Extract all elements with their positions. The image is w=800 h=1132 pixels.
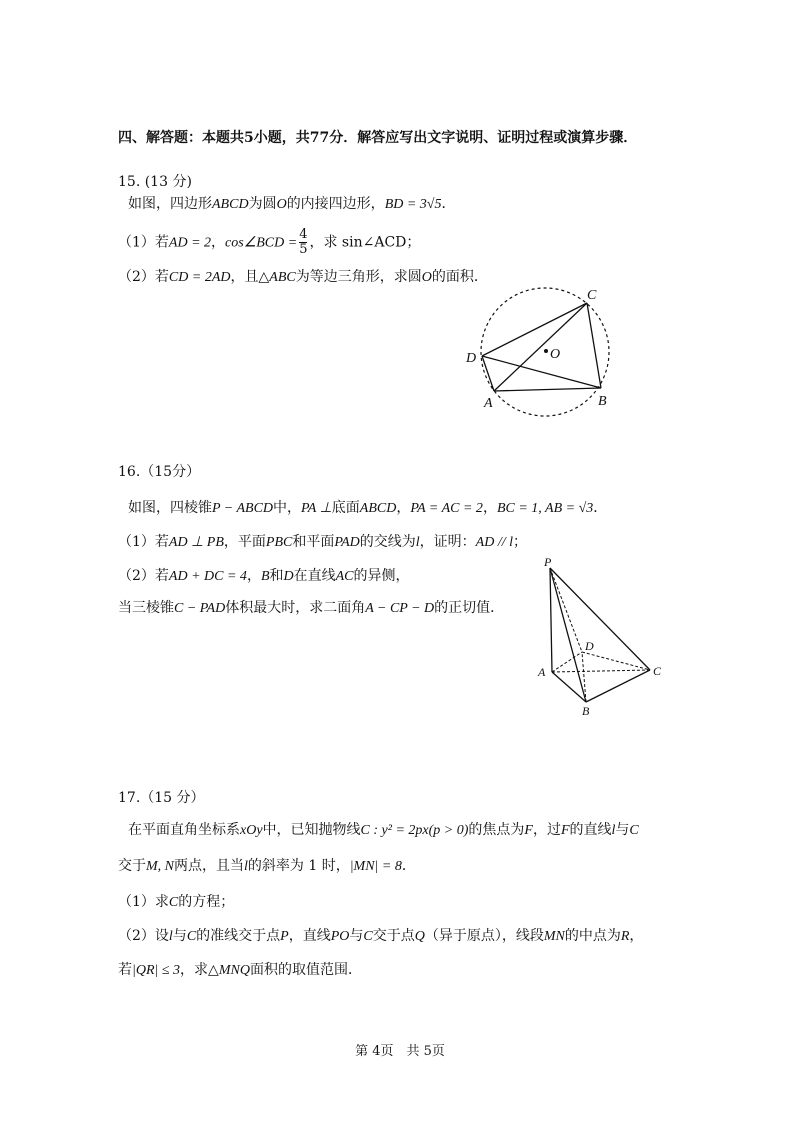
page-footer: 第 4页 共 5页 [355,1044,445,1059]
q15-part1: （1）若AD = 2，cos∠BCD = $\frac{4}{5}$ ，求 sin∠ACD； [118,227,421,257]
q15-figure [460,285,630,415]
edge-pd [550,568,582,652]
q16-heading: 16.（15分） [118,464,201,480]
edge-bc [586,670,650,702]
edge-pa [550,568,552,672]
label-d16: D [585,639,594,653]
label-b: B [598,394,607,409]
q17-intro-line2: 交于M, N两点，且当l的斜率为 1 时，|MN| = 8． [118,858,416,874]
q16-part2: （2）若AD + DC = 4，B和D在直线AC的异侧， [118,568,410,584]
q15-part2: （2）若CD = 2AD，且△ABC为等边三角形，求圆O的面积． [118,269,488,285]
q15-heading: 15. (13 分) [118,174,192,190]
center-dot [544,349,548,353]
q17-part1: （1）求C的方程； [118,894,235,910]
q16-intro: 如图，四棱锥P − ABCD中，PA ⊥底面ABCD，PA = AC = 2，BC = 1, AB = √3． [128,500,608,516]
q16-figure [530,555,670,720]
q17-heading: 17.（15 分） [118,790,205,806]
label-b16: B [582,704,590,718]
label-a: A [484,396,493,411]
q15-intro: 如图，四边形ABCD为圆O的内接四边形，BD = 3√5． [128,196,456,212]
segment-cb [587,303,601,388]
edge-ab [552,672,586,702]
segment-db [482,356,601,388]
label-a16: A [538,665,546,679]
segment-da [482,356,494,391]
q17-part2: （2）设l与C的准线交于点P，直线PO与C交于点Q（异于原点），线段MN的中点为R， [118,928,644,944]
segment-ab [494,388,601,391]
q16-part1: （1）若AD ⊥ PB，平面PBC和平面PAD的交线为l，证明：AD // l； [118,534,527,550]
edge-dc [582,652,650,670]
segment-ac [494,303,587,391]
label-p: P [544,555,552,569]
label-c: C [587,288,597,303]
diag-ac [552,670,650,672]
section-header: 四、解答题：本题共5小题，共77分．解答应写出文字说明、证明过程或演算步骤． [118,130,638,146]
q17-intro: 在平面直角坐标系xOy中，已知抛物线C : y² = 2px(p > 0)的焦点为F，过F的直线l与C [128,822,639,838]
edge-pc [550,568,650,670]
label-o: O [550,347,561,362]
edge-pb [550,568,586,702]
q16-part2-line2: 当三棱锥C − PAD体积最大时，求二面角A − CP − D的正切值． [118,600,505,616]
label-c16: C [653,664,662,678]
q17-part2-line2: 若|QR| ≤ 3，求△MNQ面积的取值范围． [118,962,362,978]
segment-dc [482,303,587,356]
label-d: D [466,351,477,366]
